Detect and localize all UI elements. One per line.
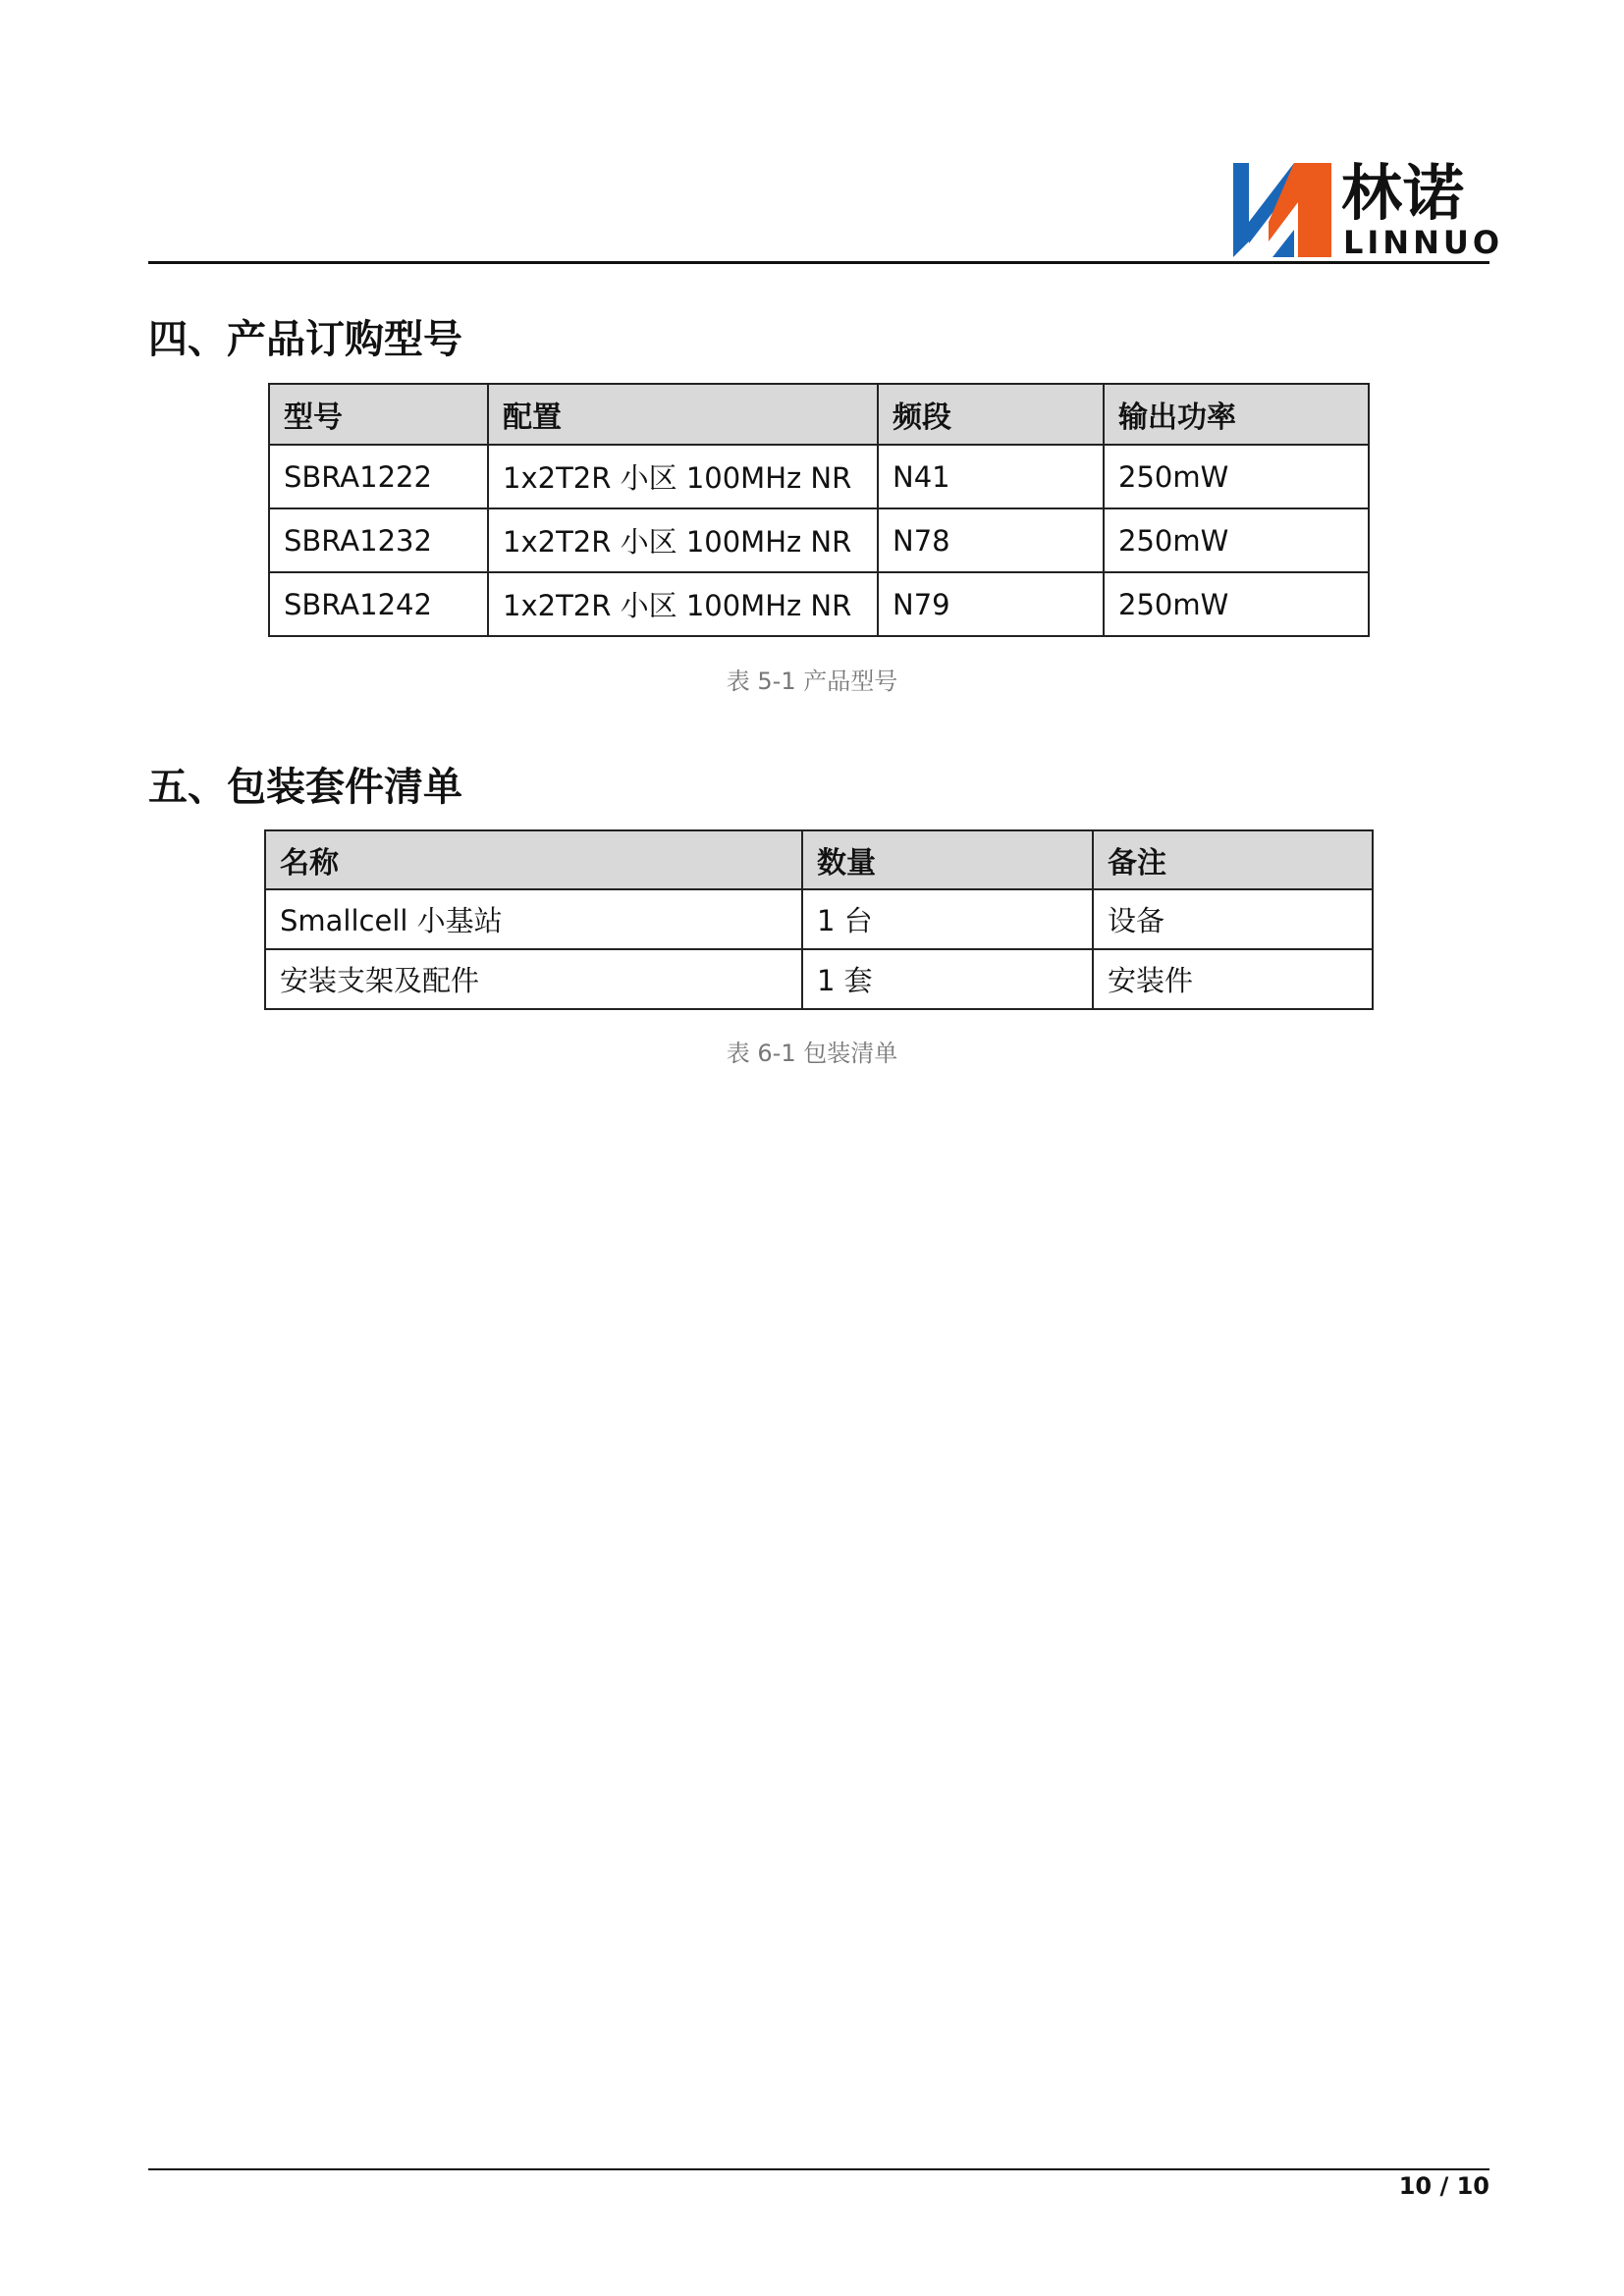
- header-cell-remarks: 备注: [1093, 830, 1373, 889]
- cell-configuration: 1x2T2R 小区 100MHz NR: [488, 508, 878, 572]
- table-header-row: [269, 384, 1369, 445]
- cell-output-power: 250mW: [1104, 445, 1369, 508]
- section-title-packing-list: 五、包装套件清单: [148, 765, 462, 810]
- cell-output-power: 250mW: [1104, 572, 1369, 636]
- packing-list-table: [264, 829, 1374, 1010]
- cell-name: 安装支架及配件: [265, 949, 802, 1009]
- table-header-row: [265, 830, 1373, 889]
- header-cell-model: 型号: [269, 384, 488, 445]
- cell-quantity: 1 台: [802, 889, 1093, 949]
- table-row: [265, 949, 1373, 1009]
- cell-model: SBRA1222: [269, 445, 488, 508]
- header-cell-configuration: 配置: [488, 384, 878, 445]
- company-logo: [1233, 157, 1504, 261]
- table-caption-packing: 表 6-1 包装清单: [726, 1040, 898, 1067]
- cell-quantity: 1 套: [802, 949, 1093, 1009]
- cell-band: N41: [878, 445, 1104, 508]
- cell-remarks: 安装件: [1093, 949, 1373, 1009]
- logo-name-en: LINNUO: [1343, 224, 1504, 261]
- footer-rule: [148, 2168, 1489, 2170]
- cell-configuration: 1x2T2R 小区 100MHz NR: [488, 445, 878, 508]
- header-cell-quantity: 数量: [802, 830, 1093, 889]
- header-cell-output-power: 输出功率: [1104, 384, 1369, 445]
- cell-output-power: 250mW: [1104, 508, 1369, 572]
- cell-model: SBRA1232: [269, 508, 488, 572]
- cell-name: Smallcell 小基站: [265, 889, 802, 949]
- table-row: [269, 508, 1369, 572]
- cell-configuration: 1x2T2R 小区 100MHz NR: [488, 572, 878, 636]
- logo-name-cn: 林诺: [1341, 157, 1466, 229]
- cell-band: N78: [878, 508, 1104, 572]
- cell-remarks: 设备: [1093, 889, 1373, 949]
- table-row: [269, 572, 1369, 636]
- header-cell-name: 名称: [265, 830, 802, 889]
- table-row: [269, 445, 1369, 508]
- table-caption-models: 表 5-1 产品型号: [726, 667, 898, 695]
- page-number: 10 / 10: [1398, 2172, 1489, 2200]
- cell-band: N79: [878, 572, 1104, 636]
- table-row: [265, 889, 1373, 949]
- header-rule: [148, 261, 1489, 264]
- cell-model: SBRA1242: [269, 572, 488, 636]
- section-title-ordering-models: 四、产品订购型号: [148, 317, 462, 362]
- ordering-models-table: [268, 383, 1370, 637]
- header-cell-band: 频段: [878, 384, 1104, 445]
- linnuo-logo-mark-icon: [1233, 163, 1331, 257]
